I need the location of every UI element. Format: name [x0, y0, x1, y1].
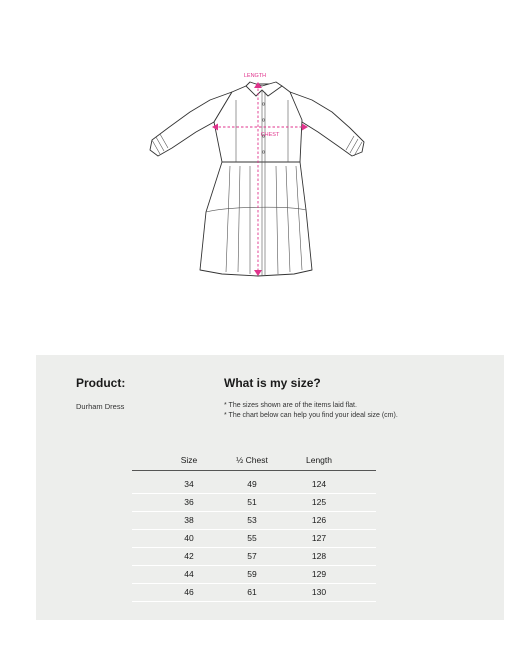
cell-size: 46	[184, 587, 194, 597]
cell-half-chest: 49	[247, 479, 257, 489]
table-row	[132, 494, 376, 512]
table-header	[132, 453, 376, 471]
table-row	[132, 548, 376, 566]
header-length: Length	[306, 455, 332, 465]
cell-half-chest: 53	[247, 515, 257, 525]
table-body	[132, 476, 376, 602]
cell-size: 36	[184, 497, 194, 507]
header-size: Size	[180, 455, 198, 465]
cell-length: 125	[311, 497, 327, 507]
size-heading: What is my size?	[224, 376, 321, 390]
cell-half-chest: 57	[247, 551, 257, 561]
table-row	[132, 566, 376, 584]
cell-half-chest: 55	[247, 533, 257, 543]
size-table	[132, 453, 376, 602]
cell-half-chest: 61	[247, 587, 257, 597]
skirt	[200, 162, 312, 276]
table-row	[132, 584, 376, 602]
product-name: Durham Dress	[76, 402, 125, 411]
cell-length: 124	[311, 479, 327, 489]
header-half-chest: ½ Chest	[236, 455, 268, 465]
size-note: * The sizes shown are of the items laid flat.	[224, 402, 357, 409]
cell-size: 42	[184, 551, 194, 561]
cell-length: 126	[311, 515, 327, 525]
length-label: LENGTH	[243, 73, 267, 79]
table-row	[132, 530, 376, 548]
cell-size: 38	[184, 515, 194, 525]
size-guide-panel	[36, 355, 504, 620]
table-row	[132, 512, 376, 530]
cell-length: 128	[311, 551, 327, 561]
chest-label: CHEST	[260, 132, 280, 138]
size-note: * The chart below can help you find your ideal size (cm).	[224, 412, 398, 419]
product-heading: Product:	[76, 376, 126, 390]
table-row	[132, 476, 376, 494]
cell-half-chest: 59	[247, 569, 257, 579]
cell-length: 129	[311, 569, 327, 579]
cell-length: 127	[311, 533, 327, 543]
cell-size: 44	[184, 569, 194, 579]
cell-half-chest: 51	[247, 497, 257, 507]
cell-size: 40	[184, 533, 194, 543]
cell-length: 130	[311, 587, 327, 597]
cell-size: 34	[184, 479, 194, 489]
size-notes	[224, 401, 398, 421]
